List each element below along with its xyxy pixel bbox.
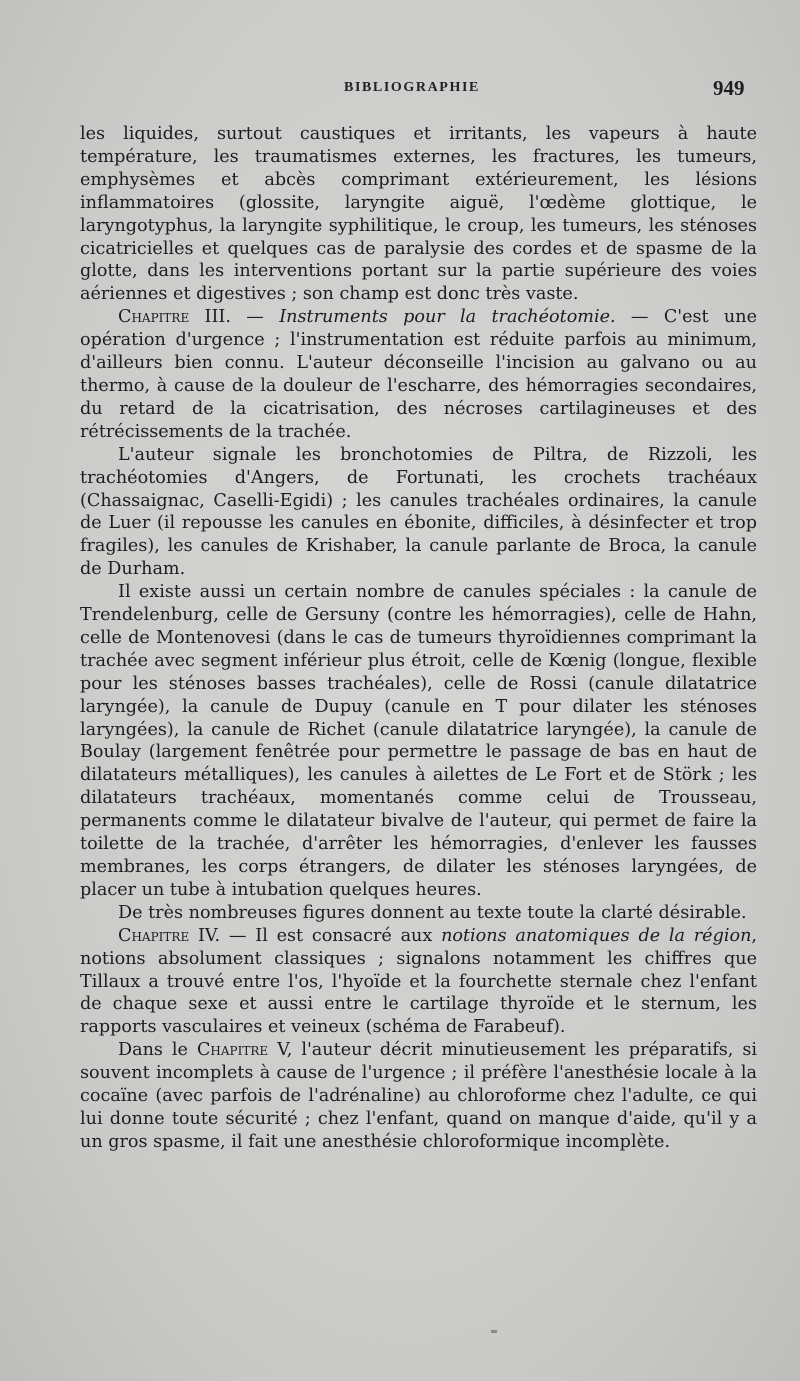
paragraph-chapter-4 <box>80 925 757 1040</box>
paragraph-chapter-3 <box>80 306 757 443</box>
chapter-3-title: Instruments pour la trachéotomie. <box>279 307 616 328</box>
p7-seg-0: Dans le <box>118 1040 197 1061</box>
paragraph-chapter-5 <box>80 1039 757 1154</box>
chapter-5-heading: Chapitre <box>196 1040 269 1061</box>
p7-seg-2: V, l'auteur décrit minutieusement les préparatifs, si souvent incomplets à cause de l'urgence ; il préfère l'anesthésie locale à la cocaïne (avec parfois de l'adrénaline) au chloroforme chez l'adulte, ce qui lui donne toute sécurité ; chez l'enfant, quand on manque d'aide, qu'il y a un gros spasme, il fait une anesthésie chloroformique incomplète. <box>80 1040 757 1152</box>
page-speck <box>491 1330 497 1333</box>
p2-seg-1: — <box>230 307 280 328</box>
paragraph-p5 <box>80 902 757 925</box>
paragraph-p4 <box>80 581 757 902</box>
p5-seg-0: De très nombreuses figures donnent au texte toute la clarté désirable. <box>118 902 747 923</box>
running-head <box>0 76 800 102</box>
p1-seg-0: les liquides, surtout caustiques et irritants, les vapeurs à haute température, les traumatismes externes, les fractures, les tumeurs, emphysèmes et abcès comprimant extérieurement, les lésions inflammatoires (glossite, laryngite aiguë, l'œdème glottique, le laryngotyphus, la laryngite syphilitique, le croup, les tumeurs, les sténoses cicatricielles et quelques cas de paralysie des cordes et de spasme de la glotte, dans les interventions portant sur la partie supérieure des voies aériennes et digestives ; son champ est donc très vaste. <box>80 124 757 305</box>
p4-seg-0: Il existe aussi un certain nombre de canules spéciales : la canule de Trendelenburg, celle de Gersuny (contre les hémorragies), celle de Hahn, celle de Montenovesi (dans le cas de tumeurs thyroïdiennes comprimant la trachée avec segment inférieur plus étroit, celle de Kœnig (longue, flexible pour les sténoses basses trachéales), celle de Rossi (canule dilatatrice laryngée), la canule de Dupuy (canule en T pour dilater les sténoses laryngées), la canule de Richet (canule dilatatrice laryngée), la canule de Boulay (largement fenêtrée pour permettre le passage de bas en haut de dilatateurs métalliques), les canules à ailettes de Le Fort et de Störk ; les dilatateurs trachéaux, momentanés comme celui de Trousseau, permanents comme le dilatateur bivalve de l'auteur, qui permet de faire la toilette de la trachée, d'arrêter les hémorragies, d'enlever les fausses membranes, les corps étrangers, de dilater les sténoses laryngées, de placer un tube à intubation quelques heures. <box>80 582 757 900</box>
chapter-3-heading: Chapitre III. <box>118 307 231 328</box>
p6-seg-3: , notions absolument classiques ; signalons notamment les chiffres que Tillaux a trouvé entre l'os, l'hyoïde et la fourchette sternale chez l'enfant de chaque sexe et aussi entre le cartilage thyroïde et le sternum, les rapports vasculaires et veineux (schéma de Farabeuf). <box>80 925 757 1038</box>
p6-seg-1: — Il est consacré aux <box>220 925 442 946</box>
p3-seg-0: L'auteur signale les bronchotomies de Piltra, de Rizzoli, les trachéotomies d'Angers, de Fortunati, les crochets trachéaux (Chassaignac, Caselli-Egidi) ; les canules trachéales ordinaires, la canule de Luer (il repousse les canules en ébonite, difficiles, à désinfecter et trop fragiles), les canules de Krishaber, la canule parlante de Broca, la canule de Durham. <box>80 444 757 580</box>
chapter-4-subject: notions anatomiques de la région <box>441 925 752 946</box>
paragraph-p1 <box>80 123 757 306</box>
page-number: 949 <box>713 76 745 100</box>
chapter-4-heading: Chapitre IV. <box>118 925 221 946</box>
paragraph-p3 <box>80 444 757 581</box>
body-text <box>80 123 757 1154</box>
running-title: BIBLIOGRAPHIE <box>344 80 480 95</box>
p2-seg-3: — C'est une opération d'urgence ; l'instrumentation est réduite parfois au minimum, d'ailleurs bien connu. L'auteur déconseille l'incision au galvano ou au thermo, à cause de la douleur de l'escharre, des hémorragies secondaires, du retard de la cicatrisation, des nécroses cartilagineuses et des rétrécissements de la trachée. <box>80 307 758 442</box>
